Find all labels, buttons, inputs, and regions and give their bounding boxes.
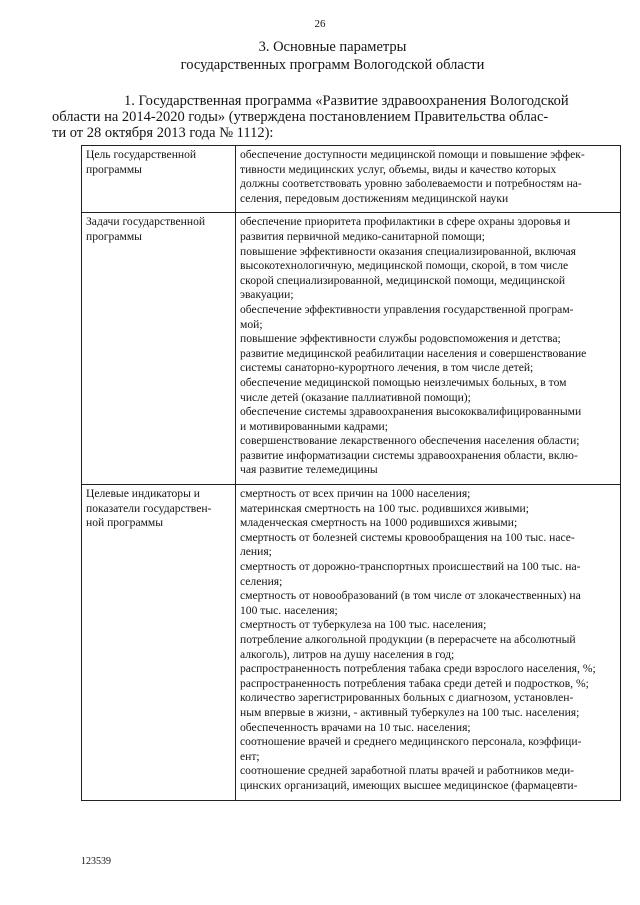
row-label-line: показатели государствен- xyxy=(86,501,212,515)
row-content-line: ления; xyxy=(240,545,272,559)
row-content-line: эвакуации; xyxy=(240,288,294,302)
row-label-cell xyxy=(82,213,236,485)
row-content-line: младенческая смертность на 1000 родившихся живыми; xyxy=(240,516,518,530)
section-heading-line-2: государственных программ Вологодской области xyxy=(180,57,485,73)
program-intro-line-2: области на 2014-2020 годы» (утверждена постановлением Правительства облас- xyxy=(52,109,549,125)
row-content-line: повышение эффективности службы родовспоможения и детства; xyxy=(240,332,561,346)
row-content-line: смертность от туберкулеза на 100 тыс. населения; xyxy=(240,618,487,632)
table-row xyxy=(82,146,621,213)
row-content-line: 100 тыс. населения; xyxy=(240,603,338,617)
row-content-cell xyxy=(236,146,621,213)
row-content-line: потребление алкогольной продукции (в перерасчете на абсолютный xyxy=(240,633,576,646)
row-content-line: повышение эффективности оказания специализированной, включая xyxy=(240,244,577,258)
row-content-line: развитие медицинской реабилитации населения и совершенствование xyxy=(240,346,587,360)
row-content-line: смертность от всех причин на 1000 населения; xyxy=(240,487,471,501)
row-content-line: должны соответствовать уровню заболеваемости и потребностям на- xyxy=(240,177,582,191)
page-number: 26 xyxy=(314,18,326,30)
row-content-line: смертность от болезней системы кровообращения на 100 тыс. насе- xyxy=(240,530,575,544)
document-code: 123539 xyxy=(81,856,111,867)
row-content-line: ным впервые в жизни, - активный туберкулез на 100 тыс. населения; xyxy=(240,705,580,719)
passport-table-body xyxy=(82,146,621,801)
row-content-line: смертность от новообразований (в том числе от злокачественных) на xyxy=(240,589,581,603)
row-content-line: совершенствование лекарственного обеспечения населения области; xyxy=(240,434,580,448)
row-label-cell xyxy=(82,146,236,213)
row-content-line: соотношение врачей и среднего медицинского персонала, коэффици- xyxy=(240,735,582,749)
row-content-line: высокотехнологичную, медицинской помощи, скорой, в том числе xyxy=(240,259,569,273)
table-row xyxy=(82,213,621,485)
row-content-line: числе детей (оказание паллиативной помощи); xyxy=(240,390,471,404)
row-content-line: алкоголь), литров на душу населения в год; xyxy=(240,647,455,661)
table-row xyxy=(82,485,621,800)
row-content-line: развитие информатизации системы здравоохранения области, вклю- xyxy=(240,448,578,462)
row-content-line: развития первичной медико-санитарной помощи; xyxy=(240,229,485,243)
row-content-line: количество зарегистрированных больных с диагнозом, установлен- xyxy=(240,691,574,705)
row-content-line: обеспечение приоритета профилактики в сфере охраны здоровья и xyxy=(240,215,571,229)
row-content-line: чая развитие телемедицины xyxy=(240,463,378,477)
row-content-line: и мотивированными кадрами; xyxy=(240,419,388,433)
program-passport-table xyxy=(81,145,621,801)
row-content-line: обеспечение эффективности управления государственной програм- xyxy=(240,302,574,316)
row-label-line: Цель государственной xyxy=(86,148,197,161)
row-content-line: системы санаторно-курортного лечения, в том числе детей; xyxy=(240,361,534,375)
row-content-line: обеспечение доступности медицинской помощи и повышение эффек- xyxy=(240,148,585,161)
row-content-line: селения; xyxy=(240,574,283,588)
row-label-line: программы xyxy=(86,162,142,176)
program-intro-line-3: ти от 28 октября 2013 года № 1112): xyxy=(52,125,274,141)
row-content-line: цинских организаций, имеющих высшее медицинское (фармацевти- xyxy=(240,778,578,792)
row-content-line: материнская смертность на 100 тыс. родившихся живыми; xyxy=(240,501,529,515)
row-content-line: обеспечение медицинской помощью неизлечимых больных, в том xyxy=(240,375,567,389)
row-content-line: скорой специализированной, медицинской помощи, медицинской xyxy=(240,273,566,287)
row-content-line: тивности медицинских услуг, объемы, виды и качество которых xyxy=(240,162,557,176)
program-intro-line-1: 1. Государственная программа «Развитие здравоохранения Вологодской xyxy=(124,93,569,109)
program-intro xyxy=(52,93,610,141)
section-heading xyxy=(60,38,605,74)
row-content-line: распространенность потребления табака среди детей и подростков, %; xyxy=(240,676,589,690)
row-content-line: обеспечение системы здравоохранения высококвалифицированными xyxy=(240,405,582,419)
row-content-line: мой; xyxy=(240,317,263,331)
row-label-line: Задачи государственной xyxy=(86,215,206,229)
row-content-line: ент; xyxy=(240,749,260,763)
row-content-cell xyxy=(236,213,621,485)
section-heading-line-1: 3. Основные параметры xyxy=(258,39,407,55)
row-content-line: распространенность потребления табака среди взрослого населения, %; xyxy=(240,662,596,676)
row-content-line: соотношение средней заработной платы врачей и работников меди- xyxy=(240,764,575,778)
row-content-line: селения, передовым достижениям медицинской науки xyxy=(240,191,509,205)
row-label-cell xyxy=(82,485,236,800)
row-content-cell xyxy=(236,485,621,800)
row-label-line: Целевые индикаторы и xyxy=(86,487,200,501)
row-label-line: ной программы xyxy=(86,516,164,530)
row-content-line: смертность от дорожно-транспортных происшествий на 100 тыс. на- xyxy=(240,560,581,574)
row-label-line: программы xyxy=(86,229,142,243)
row-content-line: обеспеченность врачами на 10 тыс. населения; xyxy=(240,720,471,734)
